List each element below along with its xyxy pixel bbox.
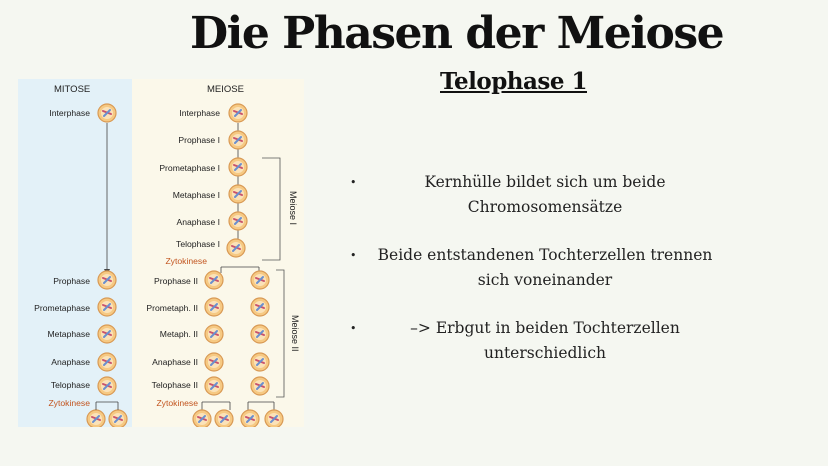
mitose-cell-4 (98, 353, 116, 371)
bullet-text: –> Erbgut in beiden Tochterzellen unterschiedlich (410, 319, 680, 362)
slide-subtitle: Telophase 1 (440, 68, 587, 95)
mitose-cell-3 (98, 325, 116, 343)
mitose-daughter-cell-1 (87, 410, 105, 427)
meiose1-cell-0 (229, 104, 247, 122)
meiose2-daughter-cell-2 (241, 410, 259, 427)
meiose2-right-cell-2 (251, 325, 269, 343)
meiose2-daughter-cell-1 (215, 410, 233, 427)
meiose2-label-telophase: Telophase II (151, 380, 198, 390)
meiose1-cell-3 (229, 185, 247, 203)
mitose-daughter-cell-2 (109, 410, 127, 427)
meiose1-cell-4 (229, 212, 247, 230)
meiose2-left-cell-4 (205, 377, 223, 395)
meiose2-left-cell-1 (205, 298, 223, 316)
bullet-dot-icon: • (350, 322, 357, 335)
bullet-text: Beide entstandenen Tochterzellen trennen sich voneinander (377, 246, 713, 289)
meiose2-left-cell-2 (205, 325, 223, 343)
meiose2-right-cell-4 (251, 377, 269, 395)
mitose-header: MITOSE (54, 84, 91, 95)
meiose1-label-metaphase: Metaphase I (172, 190, 220, 200)
mitose-label-anaphase: Anaphase (51, 357, 90, 367)
meiose2-right-cell-3 (251, 353, 269, 371)
meiose1-cell-1 (229, 131, 247, 149)
meiose1-label-telophase: Telophase I (176, 239, 220, 249)
meiose2-label-prophase: Prophase II (154, 276, 198, 286)
meiose2-left-cell-3 (205, 353, 223, 371)
mitose-cell-5 (98, 377, 116, 395)
mitose-label-zytokinese: Zytokinese (48, 398, 90, 408)
meiose2-label-anaphase: Anaphase II (152, 357, 198, 367)
bullet-text: Kernhülle bildet sich um beide Chromosomensätze (424, 173, 666, 216)
meiose2-left-cell-0 (205, 271, 223, 289)
mitose-label-telophase: Telophase (50, 380, 90, 390)
bullet-item (345, 316, 725, 366)
meiose1-cell-2 (229, 158, 247, 176)
slide-title: Die Phasen der Meiose (190, 8, 724, 59)
meiose2-label-zytokinese: Zytokinese (156, 398, 198, 408)
meiose2-daughter-cell-0 (193, 410, 211, 427)
meiose1-label-interphase: Interphase (179, 108, 220, 118)
bullet-dot-icon: • (350, 249, 357, 262)
meiose-column-bg (132, 79, 304, 427)
meiose1-label-prometaphase: Prometaphase I (159, 163, 220, 173)
meiose-header: MEIOSE (207, 84, 244, 95)
bullet-item (345, 170, 725, 220)
mitose-label-prometaphase: Prometaphase (34, 303, 90, 313)
meiose1-label-anaphase: Anaphase I (176, 217, 220, 227)
mitose-cell-1 (98, 271, 116, 289)
meiose2-label-metaphase: Metaph. II (159, 329, 198, 339)
meiose1-bracket-label: Meiose I (288, 191, 298, 226)
meiose1-label-zytokinese: Zytokinese (165, 256, 207, 266)
meiose2-bracket-label: Meiose II (290, 315, 300, 352)
mitose-column-bg (18, 79, 132, 427)
meiose1-label-prophase: Prophase I (178, 135, 220, 145)
bullet-list (345, 170, 725, 389)
mitose-label-interphase: Interphase (49, 108, 90, 118)
bullet-dot-icon: • (350, 176, 357, 189)
mitose-cell-0 (98, 104, 116, 122)
meiose1-telophase-cell (227, 239, 245, 257)
mitose-cell-2 (98, 298, 116, 316)
meiose2-right-cell-0 (251, 271, 269, 289)
meiose2-daughter-cell-3 (265, 410, 283, 427)
meiose2-label-prometaphase: Prometaph. II (146, 303, 198, 313)
meiosis-mitosis-diagram (18, 79, 304, 427)
mitose-label-metaphase: Metaphase (47, 329, 90, 339)
meiose2-right-cell-1 (251, 298, 269, 316)
mitose-label-prophase: Prophase (53, 276, 90, 286)
bullet-item (345, 243, 725, 293)
diagram-svg (18, 79, 304, 427)
